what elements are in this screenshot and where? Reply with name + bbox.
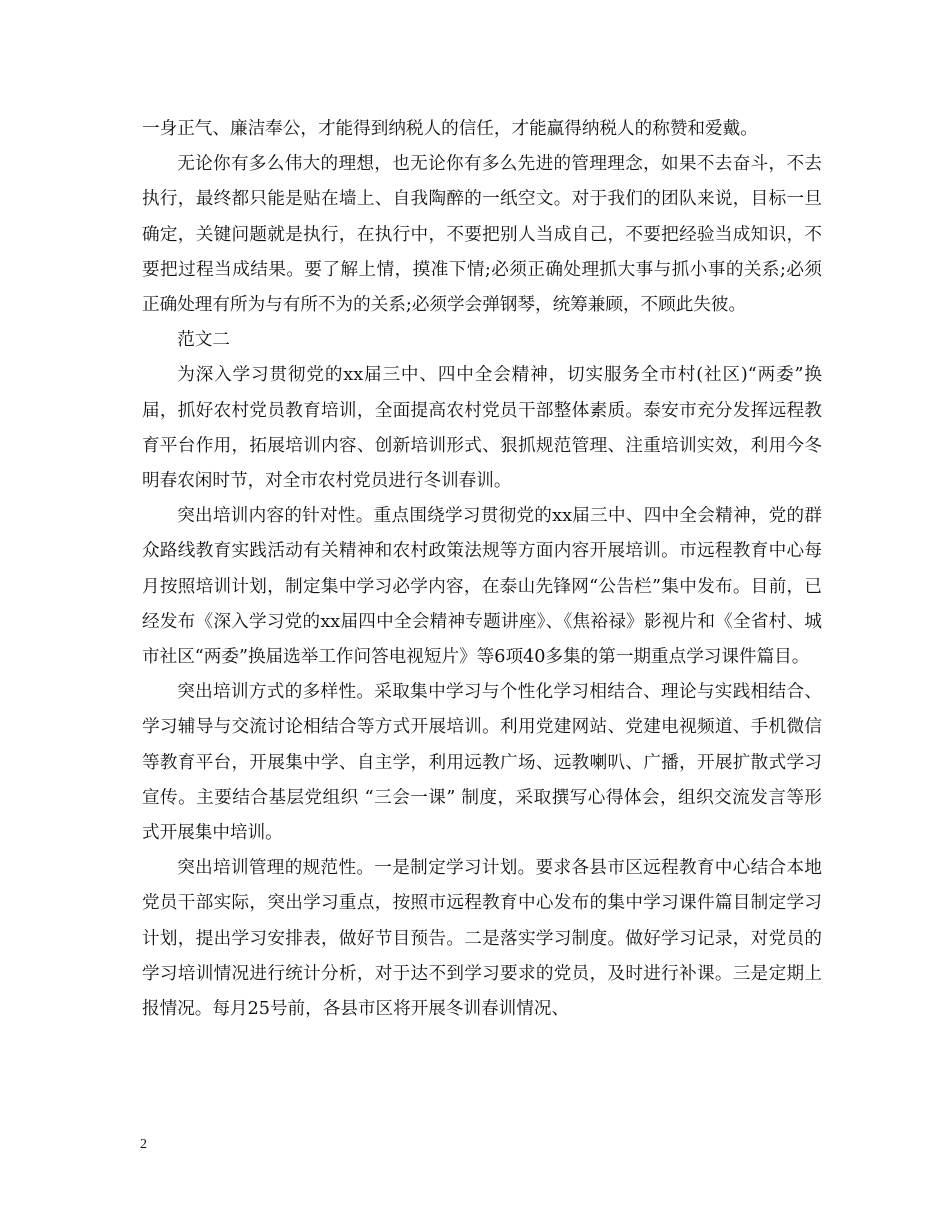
- document-body: [142, 112, 822, 1027]
- paragraph-5: 突出培训方式的多样性。采取集中学习与个性化学习相结合、理论与实践相结合、学习辅导与交流讨论相结合等方式开展培训。利用党建网站、党建电视频道、手机微信等教育平台，开展集中学、自主学，利用远教广场、远教喇叭、广播，开展扩散式学习宣传。主要结合基层党组织 “三会一课” 制度，采取撰写心得体会，组织交流发言等形式开展集中培训。: [142, 682, 822, 844]
- paragraph-2: 无论你有多么伟大的理想，也无论你有多么先进的管理理念，如果不去奋斗，不去执行，最终都只能是贴在墙上、自我陶醉的一纸空文。对于我们的团队来说，目标一旦确定，关键问题就是执行，在执行中，不要把别人当成自己，不要把经验当成知识，不要把过程当成结果。要了解上情，摸准下情;必须正确处理抓大事与抓小事的关系;必须正确处理有所为与有所不为的关系;必须学会弹钢琴，统筹兼顾，不顾此失彼。: [142, 154, 822, 316]
- paragraph-1: 一身正气、廉洁奉公，才能得到纳税人的信任，才能赢得纳税人的称赞和爱戴。: [142, 119, 758, 139]
- section-heading-fanwen-er: 范文二: [177, 330, 230, 351]
- paragraph-6: 突出培训管理的规范性。一是制定学习计划。要求各县市区远程教育中心结合本地党员干部实际，突出学习重点，按照市远程教育中心发布的集中学习课件篇目制定学习计划，提出学习安排表，做好节目预告。二是落实学习制度。做好学习记录，对党员的学习培训情况进行统计分析，对于达不到学习要求的党员，及时进行补课。三是定期上报情况。每月25号前，各县市区将开展冬训春训情况、: [142, 858, 822, 1020]
- paragraph-4: 突出培训内容的针对性。重点围绕学习贯彻党的xx届三中、四中全会精神，党的群众路线教育实践活动有关精神和农村政策法规等方面内容开展培训。市远程教育中心每月按照培训计划，制定集中学习必学内容，在泰山先锋网“公告栏”集中发布。目前，已经发布《深入学习党的xx届四中全会精神专题讲座》、《焦裕禄》影视片和《全省村、城市社区“两委”换届选举工作问答电视短片》等6项40多集的第一期重点学习课件篇目。: [142, 506, 822, 668]
- paragraph-3: 为深入学习贯彻党的xx届三中、四中全会精神，切实服务全市村(社区)“两委”换届，抓好农村党员教育培训，全面提高农村党员干部整体素质。泰安市充分发挥远程教育平台作用，拓展培训内容、创新培训形式、狠抓规范管理、注重培训实效，利用今冬明春农闲时节，对全市农村党员进行冬训春训。: [142, 365, 822, 492]
- page-number: 2: [140, 1137, 147, 1152]
